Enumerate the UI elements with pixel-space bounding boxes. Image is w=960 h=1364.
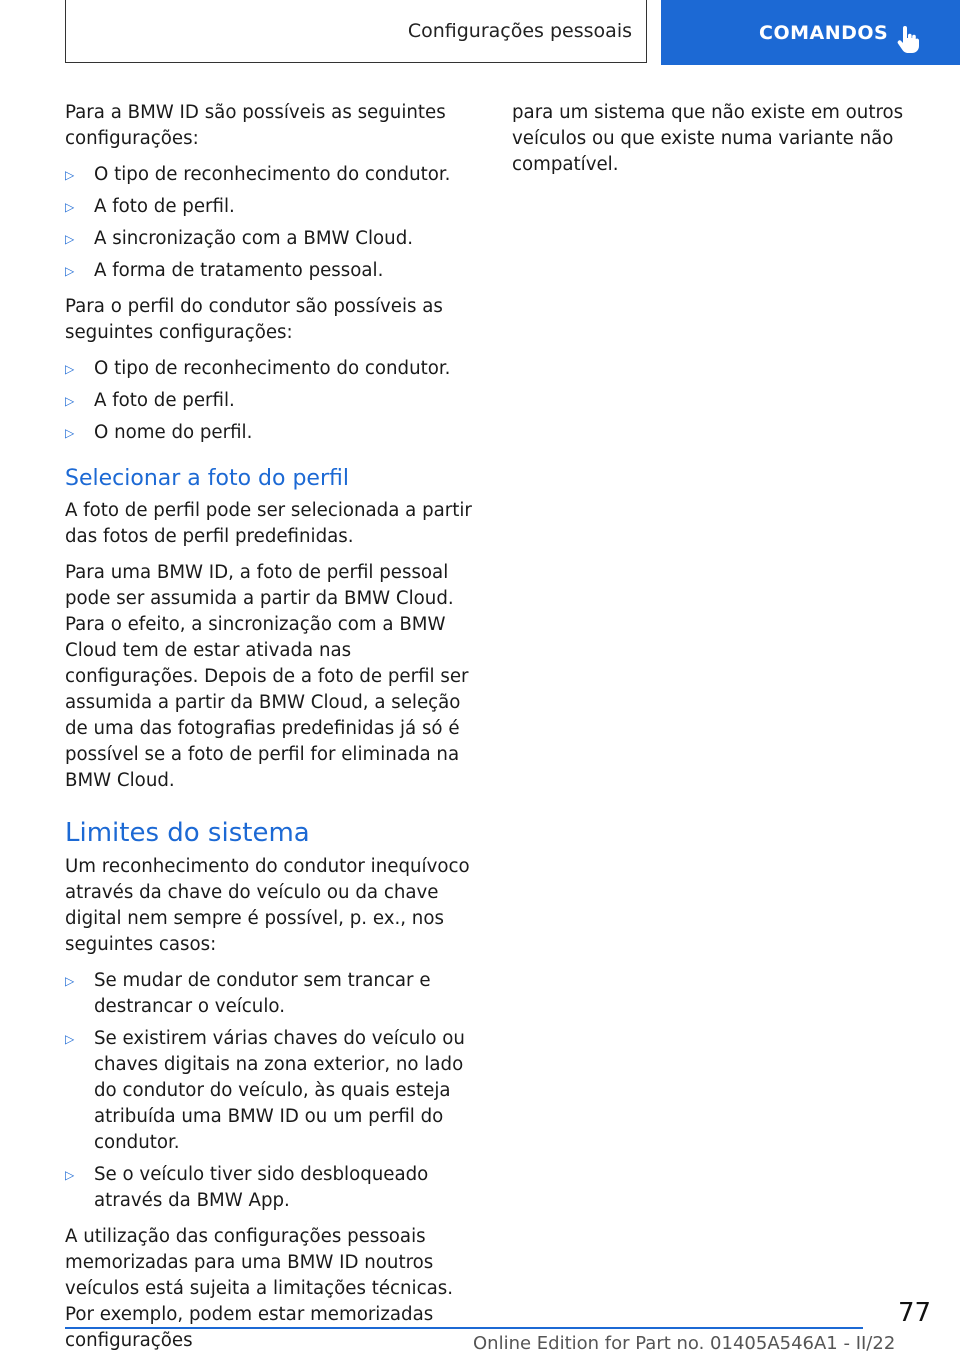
select-photo-paragraph-2: Para uma BMW ID, a foto de perfil pessoal pode ser assumida a partir da BMW Cloud. Para o efeito, a sincronização com a BMW Cloud tem de estar ativada nas configurações. Depois de a foto de perfil ser assumida a partir da BMW Cloud, a seleção de uma das fotografias predefinidas já só é possível se a foto de perfil for eliminada na BMW Cloud. [65, 562, 469, 791]
bmw-id-settings-list [65, 162, 485, 284]
triangle-bullet-icon: ▷ [65, 1168, 75, 1182]
select-photo-paragraph-1: A foto de perfil pode ser selecionada a partir das fotos de perfil predefinidas. [65, 500, 472, 547]
triangle-bullet-icon: ▷ [65, 200, 75, 214]
list-item: ▷ A sincronização com a BMW Cloud. [65, 226, 485, 252]
chapter-title: COMANDOS [759, 21, 889, 44]
section-tab [65, 0, 647, 63]
page-number: 77 [898, 1298, 932, 1328]
triangle-bullet-icon: ▷ [65, 264, 75, 278]
triangle-bullet-icon: ▷ [65, 362, 75, 376]
right-column [512, 100, 932, 188]
heading-system-limits: Limites do sistema [65, 818, 310, 848]
footer-divider [65, 1327, 863, 1329]
list-item: ▷ O tipo de reconhecimento do condutor. [65, 356, 485, 382]
triangle-bullet-icon: ▷ [65, 1032, 75, 1046]
list-item: ▷ Se o veículo tiver sido desbloqueado através da BMW App. [65, 1164, 429, 1211]
list-item: ▷ A foto de perfil. [65, 388, 485, 414]
triangle-bullet-icon: ▷ [65, 394, 75, 408]
driver-profile-intro: Para o perfil do condutor são possíveis as seguintes configurações: [65, 296, 443, 343]
edition-footer: Online Edition for Part no. 01405A546A1 - II/22 [473, 1333, 896, 1354]
triangle-bullet-icon: ▷ [65, 974, 75, 988]
list-item: ▷ Se existirem várias chaves do veículo ou chaves digitais na zona exterior, no lado do condutor do veículo, às quais esteja atribuída uma BMW ID ou um perfil do condutor. [65, 1028, 465, 1153]
list-item: ▷ O nome do perfil. [65, 420, 485, 446]
page-header [65, 0, 960, 65]
heading-select-profile-photo: Selecionar a foto do perfil [65, 466, 349, 491]
left-column [65, 100, 485, 1364]
system-limits-list [65, 968, 485, 1214]
triangle-bullet-icon: ▷ [65, 426, 75, 440]
system-limits-outro: A utilização das configurações pessoais memorizadas para uma BMW ID noutros veículos está sujeita a limitações técnicas. Por exemplo, podem estar memorizadas configurações [65, 1226, 454, 1351]
pointing-hand-icon [897, 26, 919, 54]
bmw-id-intro: Para a BMW ID são possíveis as seguintes configurações: [65, 102, 446, 149]
triangle-bullet-icon: ▷ [65, 168, 75, 182]
chapter-tab [661, 0, 960, 65]
driver-profile-settings-list [65, 356, 485, 446]
section-title: Configurações pessoais [407, 20, 632, 42]
list-item: ▷ A forma de tratamento pessoal. [65, 258, 485, 284]
continuation-paragraph: para um sistema que não existe em outros veículos ou que existe numa variante não compatível. [512, 102, 904, 175]
list-item: ▷ O tipo de reconhecimento do condutor. [65, 162, 485, 188]
list-item: ▷ Se mudar de condutor sem trancar e destrancar o veículo. [65, 970, 431, 1017]
triangle-bullet-icon: ▷ [65, 232, 75, 246]
list-item: ▷ A foto de perfil. [65, 194, 485, 220]
system-limits-intro: Um reconhecimento do condutor inequívoco através da chave do veículo ou da chave digital nem sempre é possível, p. ex., nos seguintes casos: [65, 856, 470, 955]
